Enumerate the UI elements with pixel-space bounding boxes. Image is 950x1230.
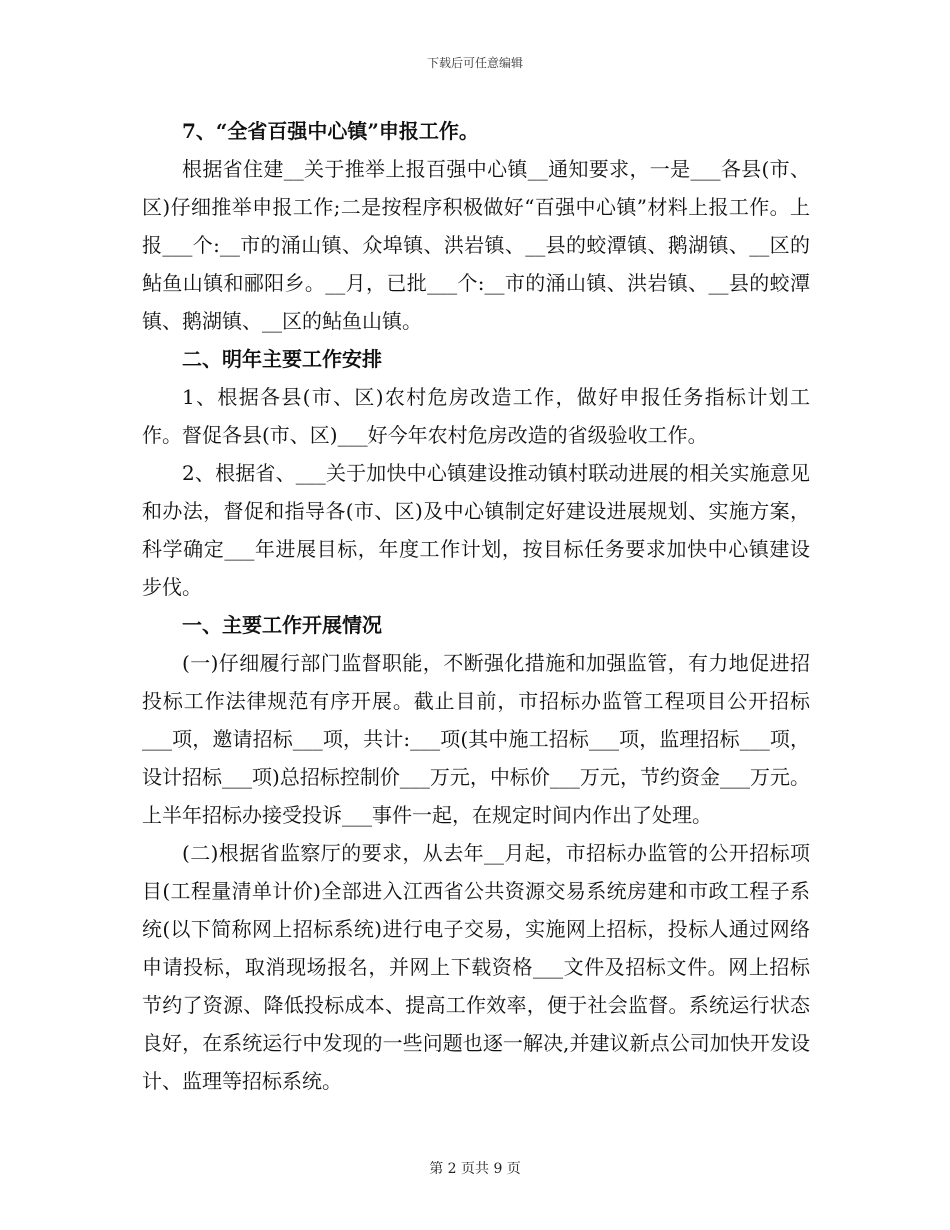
paragraph-plan-1: 1、根据各县(市、区)农村危房改造工作，做好申报任务指标计划工作。督促各县(市、区)___好今年农村危房改造的省级验收工作。 [142,385,810,447]
page-footer: 第 2 页共 9 页 [429,1161,521,1177]
section-heading-next-year: 二、明年主要工作安排 [182,347,382,371]
paragraph-7-body: 根据省住建__关于推举上报百强中心镇__通知要求，一是___各县(市、区)仔细推举申报工作;二是按程序积极做好“百强中心镇”材料上报工作。上报___个:__市的涌山镇、众埠镇、洪岩镇、__县的蛟潭镇、鹅湖镇、__区的鲇鱼山镇和郦阳乡。__月，已批___个:__市的涌山镇、洪岩镇、__县的蛟潭镇、鹅湖镇、__区的鲇鱼山镇。 [142,157,810,333]
paragraph-work-2: (二)根据省监察厅的要求，从去年__月起，市招标办监管的公开招标项目(工程量清单计价)全部进入江西省公共资源交易系统房建和市政工程子系统(以下简称网上招标系统)进行电子交易，实施网上招标，投标人通过网络申请投标，取消现场报名，并网上下载资格___文件及招标文件。网上招标节约了资源、降低投标成本、提高工作效率，便于社会监督。系统运行状态良好，在系统运行中发现的一些问题也逐一解决,并建议新点公司加快开发设计、监理等招标系统。 [142,841,810,1093]
page-header: 下载后可任意编辑 [426,56,523,70]
document-body [142,112,810,1100]
section-heading-main-work: 一、主要工作开展情况 [182,613,382,637]
paragraph-plan-2: 2、根据省、___关于加快中心镇建设推动镇村联动进展的相关实施意见和办法，督促和指导各(市、区)及中心镇制定好建设进展规划、实施方案，科学确定___年进展目标，年度工作计划，按目标任务要求加快中心镇建设步伐。 [142,461,810,599]
paragraph-work-1: (一)仔细履行部门监督职能，不断强化措施和加强监管，有力地促进招投标工作法律规范有序开展。截止目前，市招标办监管工程项目公开招标___项，邀请招标___项，共计:___项(其中施工招标___项，监理招标___项，设计招标___项)总招标控制价___万元，中标价___万元，节约资金___万元。上半年招标办接受投诉___事件一起，在规定时间内作出了处理。 [142,651,810,827]
section-heading-7: 7、“全省百强中心镇”申报工作。 [182,119,479,143]
